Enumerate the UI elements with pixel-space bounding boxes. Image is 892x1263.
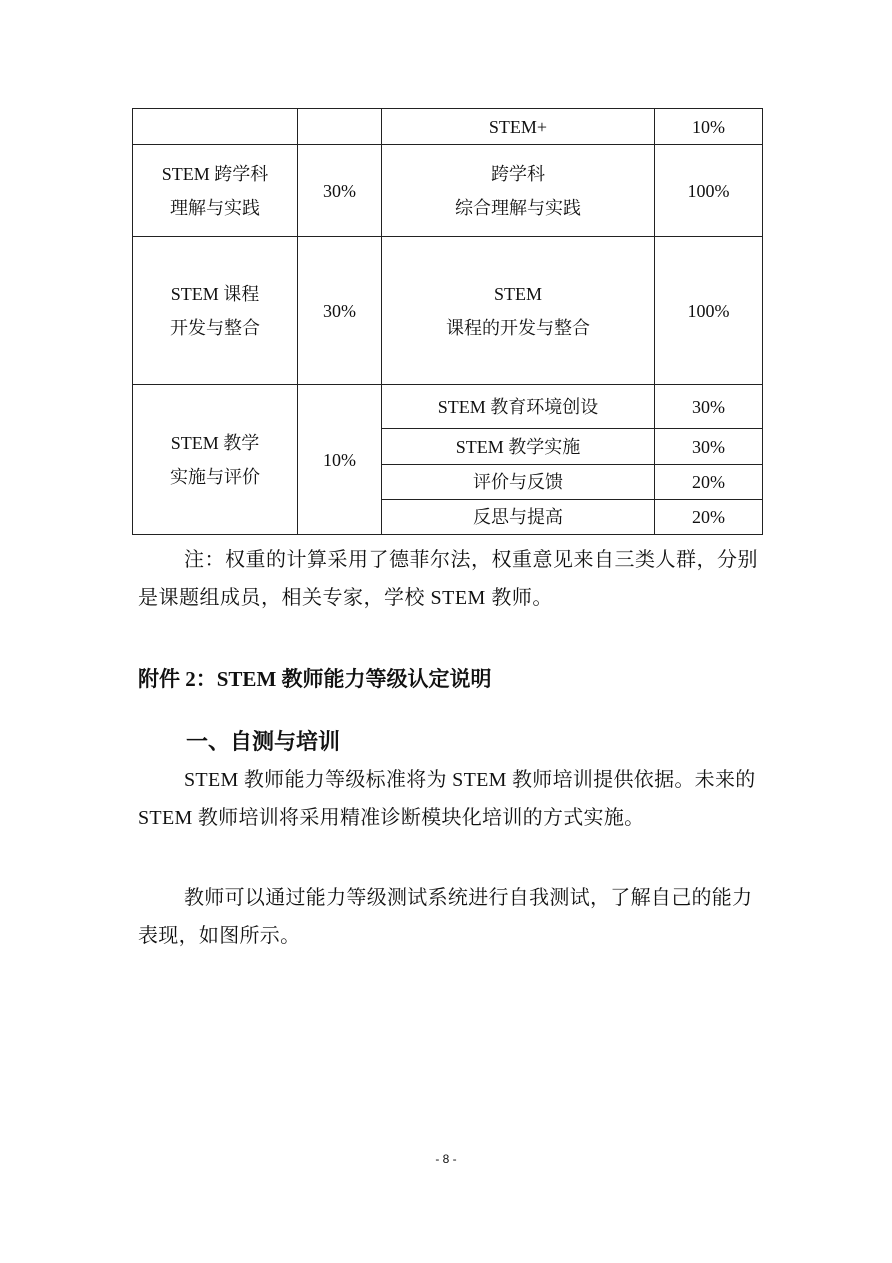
item-cell <box>382 237 655 385</box>
category-line: 理解与实践 <box>170 197 260 218</box>
weight-cell: 10% <box>655 109 763 145</box>
weights-table <box>132 108 763 535</box>
category-line: STEM 课程 <box>170 283 260 304</box>
category-cell <box>133 145 298 237</box>
appendix-title: 附件 2：STEM 教师能力等级认定说明 <box>138 667 492 691</box>
table-cell <box>133 109 298 145</box>
weight-cell: 30% <box>655 429 763 465</box>
category-line: 实施与评价 <box>170 466 260 487</box>
category-line: STEM 教学 <box>170 432 260 453</box>
weight-cell: 100% <box>655 237 763 385</box>
section-title: 一、自测与培训 <box>186 729 341 754</box>
weight-cell: 20% <box>655 500 763 535</box>
item-cell: STEM 教学实施 <box>382 429 655 465</box>
weight-cell: 100% <box>655 145 763 237</box>
paragraph: 教师可以通过能力等级测试系统进行自我测试，了解自己的能力表现，如图所示。 <box>138 887 753 947</box>
category-weight-cell: 10% <box>298 385 382 535</box>
table-row <box>133 385 763 429</box>
category-weight-cell: 30% <box>298 145 382 237</box>
item-line: 跨学科 <box>491 163 545 184</box>
weight-cell: 30% <box>655 385 763 429</box>
category-weight-cell: 30% <box>298 237 382 385</box>
item-line: 综合理解与实践 <box>455 197 581 218</box>
item-cell: 反思与提高 <box>382 500 655 535</box>
table-row <box>133 145 763 237</box>
item-cell: STEM 教育环境创设 <box>382 385 655 429</box>
item-cell: 评价与反馈 <box>382 465 655 500</box>
item-line: 课程的开发与整合 <box>446 317 590 338</box>
paragraph: STEM 教师能力等级标准将为 STEM 教师培训提供依据。未来的 STEM 教师培训将采用精准诊断模块化培训的方式实施。 <box>138 769 756 829</box>
weight-cell: 20% <box>655 465 763 500</box>
page-number: - 8 - <box>435 1152 457 1166</box>
category-cell <box>133 237 298 385</box>
item-cell: STEM+ <box>382 109 655 145</box>
category-line: 开发与整合 <box>170 317 260 338</box>
category-cell <box>133 385 298 535</box>
table-row <box>133 109 763 145</box>
category-line: STEM 跨学科 <box>161 163 269 184</box>
table-note: 注：权重的计算采用了德菲尔法，权重意见来自三类人群，分别是课题组成员，相关专家，学校 STEM 教师。 <box>138 549 758 609</box>
table-row <box>133 237 763 385</box>
item-cell <box>382 145 655 237</box>
item-line: STEM <box>493 283 542 304</box>
table-cell <box>298 109 382 145</box>
